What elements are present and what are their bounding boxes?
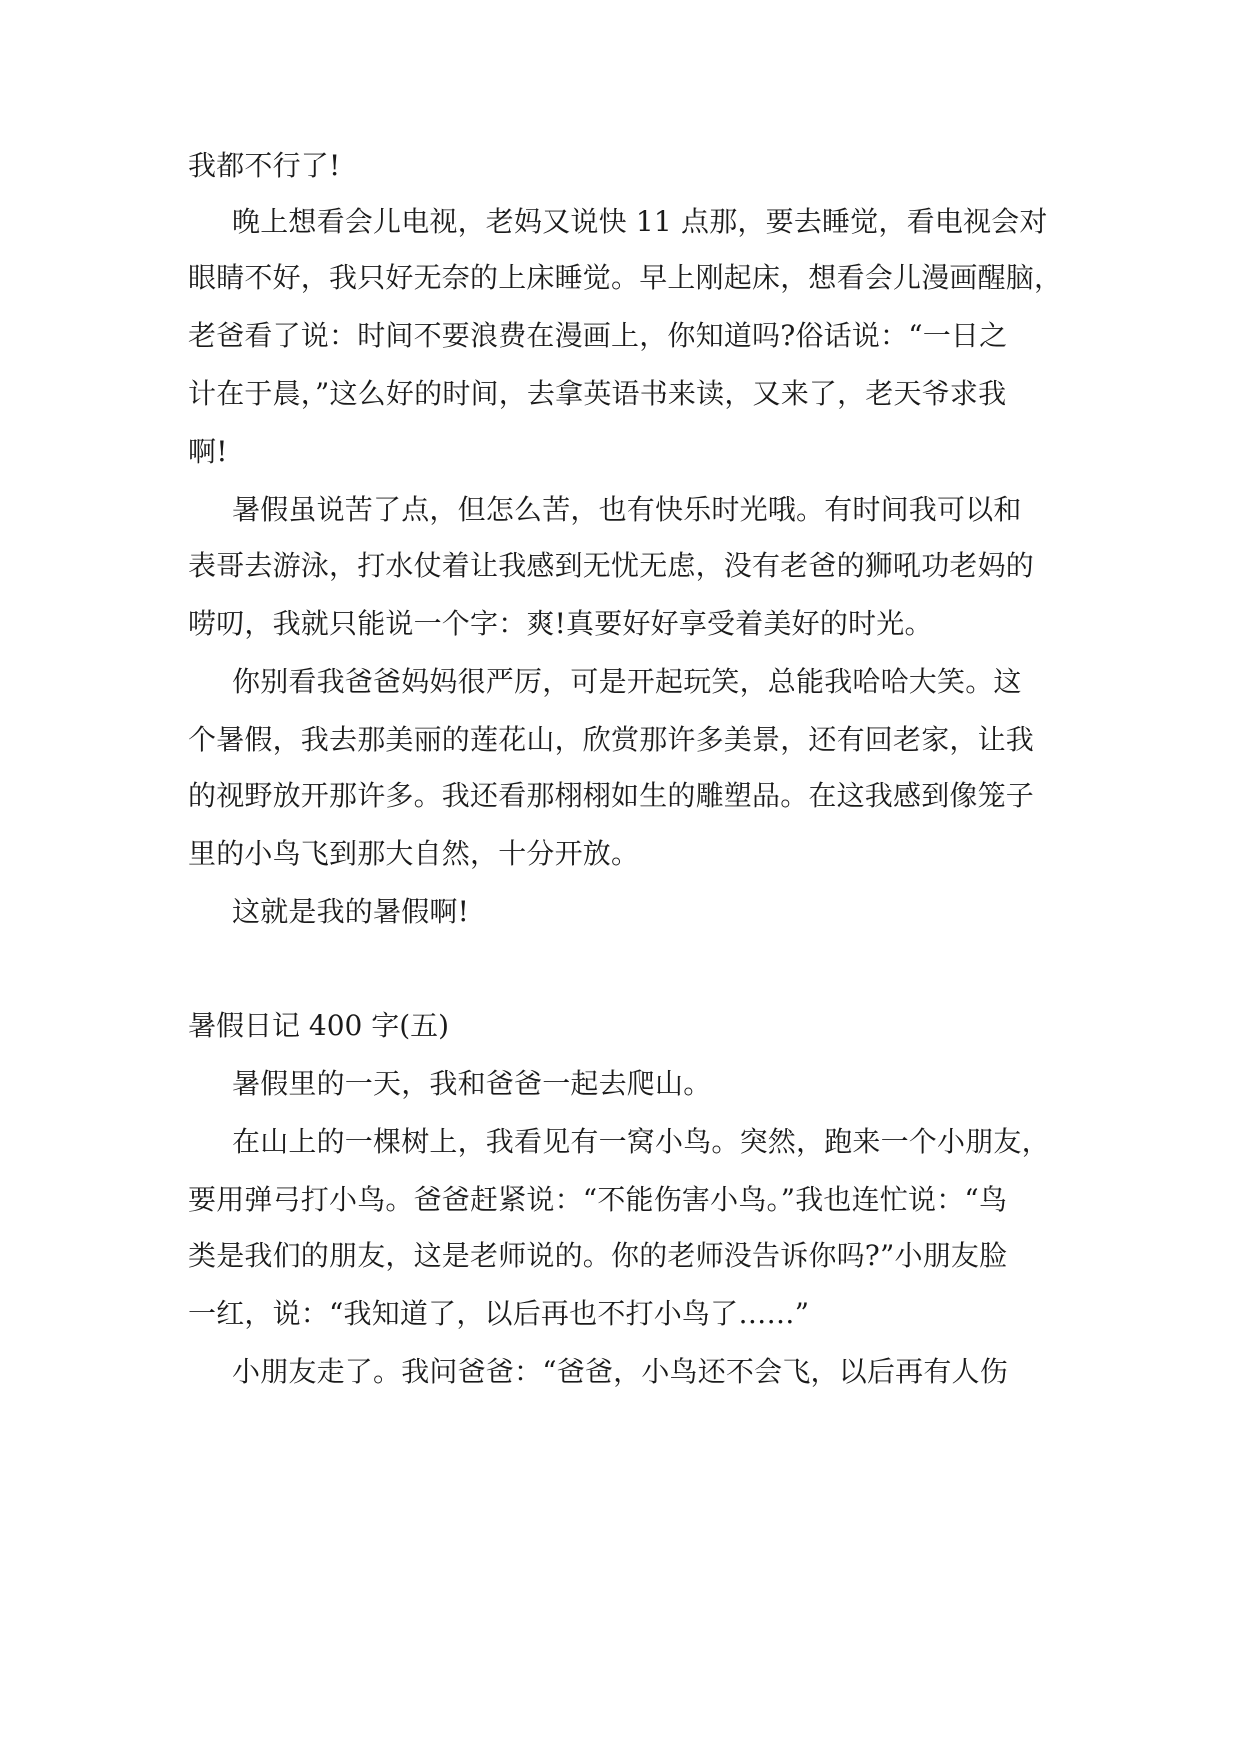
paragraph-line: 老爸看了说：时间不要浪费在漫画上，你知道吗?俗话说：“一日之 <box>188 319 1008 352</box>
paragraph-line: 你别看我爸爸妈妈很严厉，可是开起玩笑，总能我哈哈大笑。这 <box>232 665 1022 698</box>
paragraph-line: 计在于晨，”这么好的时间，去拿英语书来读，又来了，老天爷求我 <box>188 377 1007 410</box>
paragraph-line: 在山上的一棵树上，我看见有一窝小鸟。突然，跑来一个小朋友， <box>232 1125 1050 1158</box>
paragraph-line: 眼睛不好，我只好无奈的上床睡觉。早上刚起床，想看会儿漫画醒脑， <box>188 261 1063 294</box>
paragraph-line: 啊! <box>188 435 228 468</box>
paragraph-line: 要用弹弓打小鸟。爸爸赶紧说：“不能伤害小鸟。”我也连忙说：“鸟 <box>188 1183 1008 1216</box>
section-title: 暑假日记 400 字(五) <box>188 1009 450 1042</box>
paragraph-line: 唠叨，我就只能说一个字：爽!真要好好享受着美好的时光。 <box>188 607 933 640</box>
paragraph-line: 小朋友走了。我问爸爸：“爸爸，小鸟还不会飞，以后再有人伤 <box>232 1355 1008 1388</box>
paragraph-line: 这就是我的暑假啊! <box>232 895 470 928</box>
paragraph-line: 个暑假，我去那美丽的莲花山，欣赏那许多美景，还有回老家，让我 <box>188 723 1035 756</box>
paragraph-line: 晚上想看会儿电视，老妈又说快 11 点那，要去睡觉，看电视会对 <box>232 205 1048 238</box>
paragraph-line: 我都不行了! <box>188 149 341 182</box>
paragraph-line: 类是我们的朋友，这是老师说的。你的老师没告诉你吗?”小朋友脸 <box>188 1239 1008 1272</box>
paragraph-line: 一红，说：“我知道了，以后再也不打小鸟了……” <box>188 1297 810 1330</box>
paragraph-line: 暑假虽说苦了点，但怎么苦，也有快乐时光哦。有时间我可以和 <box>232 493 1022 526</box>
paragraph-line: 的视野放开那许多。我还看那栩栩如生的雕塑品。在这我感到像笼子 <box>188 779 1035 812</box>
paragraph-line: 表哥去游泳，打水仗着让我感到无忧无虑，没有老爸的狮吼功老妈的 <box>188 549 1035 582</box>
paragraph-line: 暑假里的一天，我和爸爸一起去爬山。 <box>232 1067 712 1100</box>
paragraph-line: 里的小鸟飞到那大自然，十分开放。 <box>188 837 640 870</box>
